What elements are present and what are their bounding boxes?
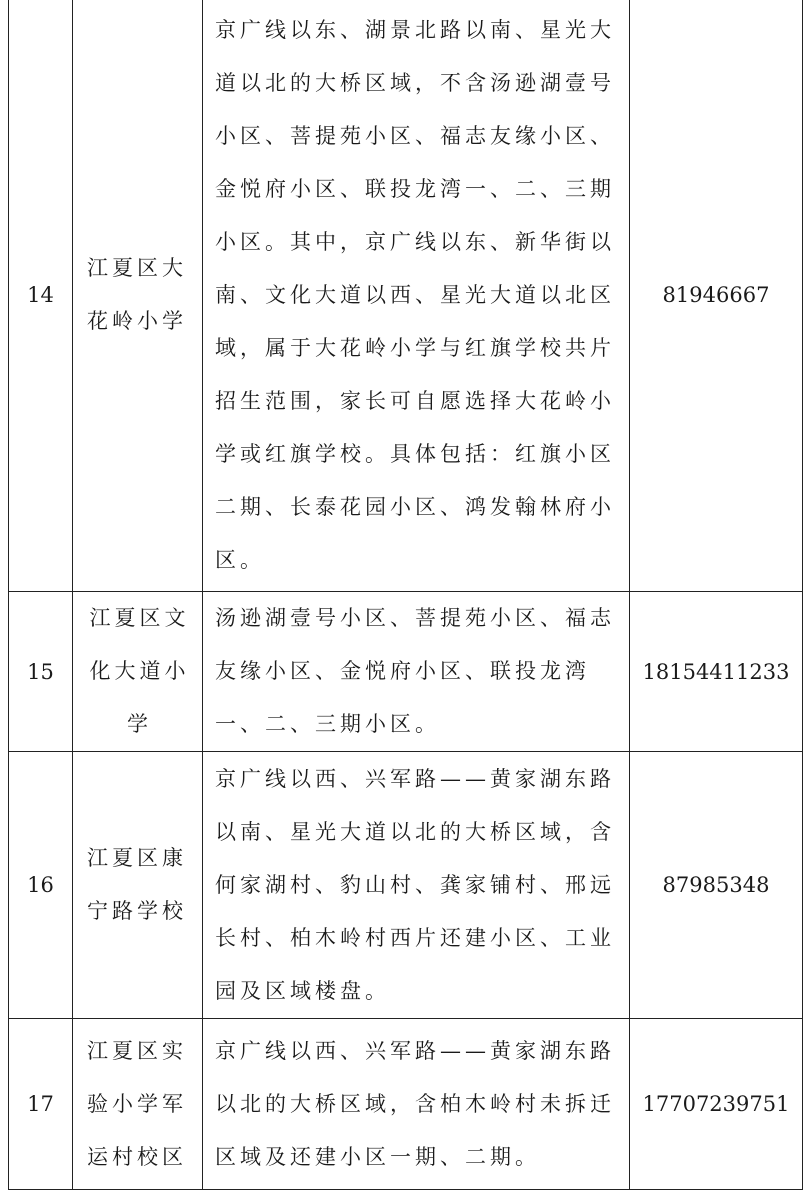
school-name: 江夏区大花岭小学	[73, 0, 203, 592]
row-number: 16	[9, 752, 73, 1019]
contact-phone: 18154411233	[630, 592, 803, 752]
school-name: 江夏区文化大道小学	[73, 592, 203, 752]
enrollment-area: 京广线以东、湖景北路以南、星光大道以北的大桥区域，不含汤逊湖壹号小区、菩提苑小区、福志友缘小区、金悦府小区、联投龙湾一、二、三期小区。其中，京广线以东、新华街以南、文化大道以西、星光大道以北区域，属于大花岭小学与红旗学校共片招生范围，家长可自愿选择大花岭小学或红旗学校。具体包括：红旗小区二期、长泰花园小区、鸿发翰林府小区。	[203, 0, 630, 592]
enrollment-area: 汤逊湖壹号小区、菩提苑小区、福志友缘小区、金悦府小区、联投龙湾一、二、三期小区。	[203, 592, 630, 752]
row-number: 17	[9, 1019, 73, 1190]
contact-phone: 17707239751	[630, 1019, 803, 1190]
school-name: 江夏区康宁路学校	[73, 752, 203, 1019]
row-number: 14	[9, 0, 73, 592]
school-name: 江夏区实验小学军运村校区	[73, 1019, 203, 1190]
enrollment-area: 京广线以西、兴军路——黄家湖东路以南、星光大道以北的大桥区域，含何家湖村、豹山村、龚家铺村、邢远长村、柏木岭村西片还建小区、工业园及区域楼盘。	[203, 752, 630, 1019]
table-row	[9, 0, 803, 592]
contact-phone: 81946667	[630, 0, 803, 592]
enrollment-zone-table	[8, 0, 803, 1190]
contact-phone: 87985348	[630, 752, 803, 1019]
table-row	[9, 1019, 803, 1190]
row-number: 15	[9, 592, 73, 752]
table-row	[9, 752, 803, 1019]
enrollment-area: 京广线以西、兴军路——黄家湖东路以北的大桥区域，含柏木岭村未拆迁区域及还建小区一期、二期。	[203, 1019, 630, 1190]
table-row	[9, 592, 803, 752]
